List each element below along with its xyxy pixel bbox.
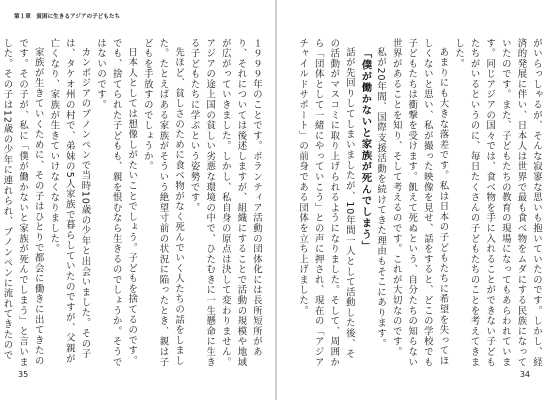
paragraph: 私が20年間、国際支援活動を続けてきた理由もそこにあります。: [375, 47, 387, 350]
page-number: 34: [519, 370, 530, 379]
paragraph: 話が先回りしてしまいましたが、10年間一人として活動した後、その活動がマスコミに取り上げられるようになりました。そして、周囲から「団体として一緒にやっていこう」との声に押され、現在の「アジアチャイルドサポート」の前身である団体を立ち上げました。: [297, 38, 355, 368]
left-page-text: [1, 38, 264, 368]
right-page: [276, 0, 552, 400]
right-page-text: [290, 38, 544, 368]
paragraph: がいらっしゃるが、そんな寂寥な思いも抱いていたのです。しかし、経済的発展に伴い、日本人は世界で最も食べ物をムダにする民族になっていたのです。また、子どもたちの教育の現場になってもあらわれています。同じアジアの国々では、食べ物を手に入れることができない子どもたちがいるというのに、毎日たくさんの子どもたちのことを考えてきました。: [453, 38, 542, 368]
paragraph: 先ほど、貧しさのために食べ物がなく死んでいく人たちの話をしました。たとえばある家族がそういう絶望寸前の状況に陥ったとき、親は子どもを手放すのでしょうか。: [141, 38, 185, 368]
paragraph: カンボジアのプノンペンで当時10歳の少年と出会いました。その子は、タケオ州の村で、弟妹の5人家族で暮らしていたのですが、父親が亡くなり、家族が生きていけなくなりました。: [48, 38, 91, 364]
paragraph: 日本人としては想像しがたいことでしょう。子どもを捨てるのです。でも、捨てられた子どもも、親を恨むなら生きるのでしょうか。そうではないのです。: [95, 38, 138, 368]
paragraph: １９９９年のことです。ボランティア活動の団体化には長所短所があり、それについては後述しますが、組織にすることで活動の規模や地域が広がっていきました。しかし、私自身の原点は決して変わりません。アジアの途上国の貧しい劣悪な環境の中で、ひたむきに一生懸命に生きる子どもたちに学ぶという姿勢です。: [188, 38, 262, 368]
paragraph: 家族が生きていくために、その子はひとりで都会に働きに出てきたのです。その子が、私に「僕が働かないと家族が死んでしまう」と言いました。その子は12歳の少年に連れられ、プノンペンに流れてきたので: [1, 38, 44, 368]
section-heading: 「僕が働かないと家族が死んでしまう」: [359, 48, 372, 252]
paragraph: あまりにも大きな落差です。私は日本の子どもたちに希望を失ってほしくないと思い、私が撮った映像を見せ、話をすると、どこの学校でも子どもたちは衝撃を受けます。飢えて死ぬという、自分たちの知らない世界があることを知り、そして考えるのです。これが大切なのです。: [390, 38, 449, 368]
page-number: 35: [18, 370, 29, 379]
running-head: 第１章 貧困に生きるアジアの子どもたち: [14, 14, 121, 20]
